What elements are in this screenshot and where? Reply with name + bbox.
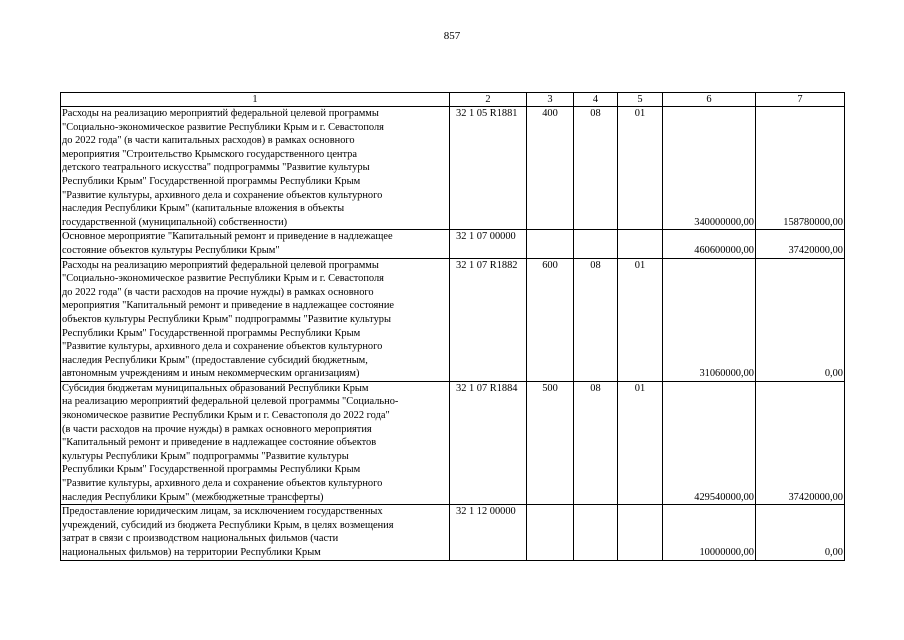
- row-amount-2: 0,00: [756, 258, 845, 381]
- row-amount-2: 158780000,00: [756, 107, 845, 230]
- table-row: [61, 505, 845, 560]
- row-expense-type: [527, 505, 574, 560]
- table-row: [61, 107, 845, 230]
- header-col-3: 3: [527, 93, 574, 107]
- description-line: учреждений, субсидий из бюджета Республики Крым, в целях возмещения: [62, 519, 394, 531]
- description-line: экономическое развитие Республики Крым и г. Севастополя до 2022 года": [62, 410, 390, 422]
- description-line: национальных фильмов) на территории Республики Крым: [62, 547, 321, 558]
- row-expense-type: 600: [527, 258, 574, 381]
- table-row: [61, 381, 845, 504]
- description-line: наследия Республики Крым" (предоставление субсидий бюджетным,: [62, 354, 368, 366]
- row-code: 32 1 12 00000: [450, 505, 527, 560]
- page-number: 857: [443, 30, 461, 42]
- description-line: Расходы на реализацию мероприятий федеральной целевой программы: [62, 259, 379, 271]
- description-line: государственной (муниципальной) собственности): [62, 216, 288, 228]
- row-subsection: 01: [618, 107, 663, 230]
- row-subsection: 01: [618, 381, 663, 504]
- budget-table: [60, 92, 845, 561]
- row-amount-1: 460600000,00: [663, 230, 756, 258]
- row-subsection: [618, 505, 663, 560]
- row-description: [61, 505, 450, 560]
- header-col-6: 6: [663, 93, 756, 107]
- header-col-2: 2: [450, 93, 527, 107]
- description-line: Республики Крым" Государственной программы Республики Крым: [62, 327, 361, 339]
- row-amount-2: 37420000,00: [756, 230, 845, 258]
- description-line: Субсидия бюджетам муниципальных образований Республики Крым: [62, 382, 369, 394]
- description-line: детского театрального искусства" подпрограммы "Развитие культуры: [62, 162, 370, 174]
- row-expense-type: 400: [527, 107, 574, 230]
- description-line: культуры Республики Крым" подпрограммы "Развитие культуры: [62, 450, 349, 462]
- row-section: 08: [574, 107, 618, 230]
- row-amount-1: 31060000,00: [663, 258, 756, 381]
- table-body: [61, 93, 845, 561]
- row-amount-1: 10000000,00: [663, 505, 756, 560]
- row-description: [61, 381, 450, 504]
- description-line: до 2022 года" (в части расходов на прочие нужды) в рамках основного: [62, 286, 374, 298]
- row-section: [574, 505, 618, 560]
- description-line: мероприятия "Капитальный ремонт и приведение в надлежащее состояние: [62, 300, 395, 312]
- description-line: наследия Республики Крым" (межбюджетные трансферты): [62, 491, 324, 503]
- description-line: состояние объектов культуры Республики Крым": [62, 244, 280, 256]
- description-line: (в части расходов на прочие нужды) в рамках основного мероприятия: [62, 423, 372, 435]
- row-code: 32 1 05 R1881: [450, 107, 527, 230]
- row-description: [61, 258, 450, 381]
- row-section: [574, 230, 618, 258]
- header-col-1: 1: [61, 93, 450, 107]
- row-section: 08: [574, 258, 618, 381]
- description-line: автономным учреждениям и иным некоммерческим организациям): [62, 368, 360, 380]
- description-line: до 2022 года" (в части капитальных расходов) в рамках основного: [62, 135, 355, 147]
- table-header-row: [61, 93, 845, 107]
- row-code: 32 1 07 00000: [450, 230, 527, 258]
- description-line: Республики Крым" Государственной программы Республики Крым: [62, 464, 361, 476]
- row-subsection: 01: [618, 258, 663, 381]
- description-line: Расходы на реализацию мероприятий федеральной целевой программы: [62, 108, 379, 119]
- header-col-5: 5: [618, 93, 663, 107]
- row-description: [61, 230, 450, 258]
- row-amount-1: 429540000,00: [663, 381, 756, 504]
- header-col-4: 4: [574, 93, 618, 107]
- description-line: "Социально-экономическое развитие Республики Крым и г. Севастополя: [62, 273, 384, 285]
- description-line: Основное мероприятие "Капитальный ремонт и приведение в надлежащее: [62, 231, 393, 243]
- description-line: затрат в связи с производством национальных фильмов (части: [62, 533, 339, 545]
- description-line: "Развитие культуры, архивного дела и сохранение объектов культурного: [62, 478, 383, 490]
- table-row: [61, 230, 845, 258]
- row-amount-1: 340000000,00: [663, 107, 756, 230]
- description-line: наследия Республики Крым" (капитальные вложения в объекты: [62, 203, 345, 215]
- description-line: "Развитие культуры, архивного дела и сохранение объектов культурного: [62, 189, 383, 201]
- table-row: [61, 258, 845, 381]
- row-description: [61, 107, 450, 230]
- description-line: Республики Крым" Государственной программы Республики Крым: [62, 175, 361, 187]
- description-line: "Капитальный ремонт и приведение в надлежащее состояние объектов: [62, 437, 377, 449]
- row-code: 32 1 07 R1882: [450, 258, 527, 381]
- row-section: 08: [574, 381, 618, 504]
- description-line: Предоставление юридическим лицам, за исключением государственных: [62, 506, 383, 518]
- row-code: 32 1 07 R1884: [450, 381, 527, 504]
- row-expense-type: 500: [527, 381, 574, 504]
- description-line: "Социально-экономическое развитие Республики Крым и г. Севастополя: [62, 121, 384, 133]
- row-subsection: [618, 230, 663, 258]
- description-line: "Развитие культуры, архивного дела и сохранение объектов культурного: [62, 341, 383, 353]
- row-amount-2: 37420000,00: [756, 381, 845, 504]
- description-line: мероприятия "Строительство Крымского государственного центра: [62, 148, 357, 160]
- header-col-7: 7: [756, 93, 845, 107]
- description-line: на реализацию мероприятий федеральной целевой программы "Социально-: [62, 396, 399, 408]
- row-amount-2: 0,00: [756, 505, 845, 560]
- description-line: объектов культуры Республики Крым" подпрограммы "Развитие культуры: [62, 313, 391, 325]
- row-expense-type: [527, 230, 574, 258]
